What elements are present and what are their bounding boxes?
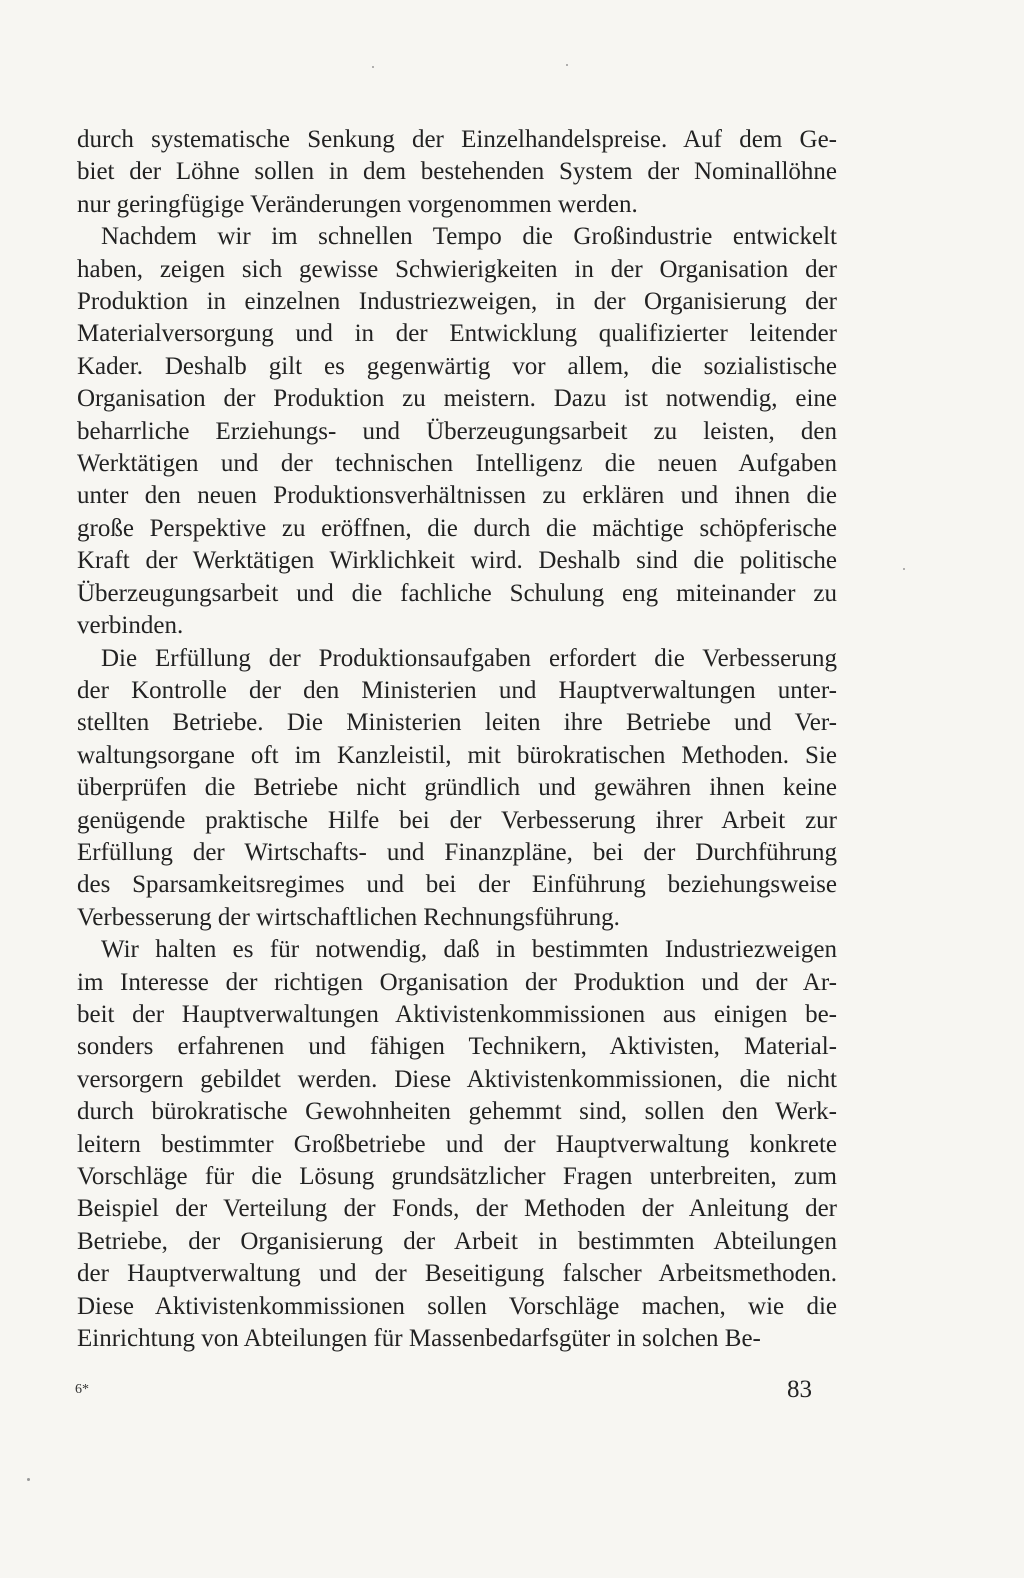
text-line: Kader. Deshalb gilt es gegenwärtig vor allem, die sozialistische [77, 352, 837, 380]
paragraph [77, 643, 837, 935]
text-line: große Perspektive zu eröffnen, die durch die mächtige schöpferische [77, 514, 837, 542]
text-line: der Kontrolle der den Ministerien und Hauptverwaltungen unter- [77, 676, 837, 704]
text-line: Überzeugungsarbeit und die fachliche Schulung eng miteinander zu [77, 579, 837, 607]
page-number: 83 [787, 1376, 812, 1403]
text-line: Die Erfüllung der Produktionsaufgaben erfordert die Verbesserung [101, 644, 837, 672]
text-line: Einrichtung von Abteilungen für Massenbedarfsgüter in solchen Be- [77, 1325, 761, 1353]
text-line: verbinden. [77, 612, 184, 640]
text-line: stellten Betriebe. Die Ministerien leiten ihre Betriebe und Ver- [77, 709, 837, 737]
text-line: des Sparsamkeitsregimes und bei der Einführung beziehungsweise [77, 871, 837, 899]
text-line: Wir halten es für notwendig, daß in bestimmten Industriezweigen [101, 936, 837, 964]
speck-mark [27, 1478, 30, 1481]
text-line: durch systematische Senkung der Einzelhandelspreise. Auf dem Ge- [77, 126, 837, 153]
text-line: überprüfen die Betriebe nicht gründlich und gewähren ihnen keine [77, 774, 837, 802]
text-line: biet der Löhne sollen in dem bestehenden System der Nominallöhne [77, 158, 837, 186]
text-line: Werktätigen und der technischen Intelligenz die neuen Aufgaben [77, 450, 837, 478]
paragraph [77, 934, 837, 1355]
speck-mark [566, 64, 568, 66]
text-line: unter den neuen Produktionsverhältnissen zu erklären und ihnen die [77, 482, 837, 510]
paragraph [77, 124, 837, 221]
text-line: Diese Aktivistenkommissionen sollen Vorschläge machen, wie die [77, 1292, 837, 1320]
text-line: waltungsorgane oft im Kanzleistil, mit bürokratischen Methoden. Sie [77, 741, 837, 769]
text-line: der Hauptverwaltung und der Beseitigung falscher Arbeitsmethoden. [77, 1260, 837, 1288]
text-line: Vorschläge für die Lösung grundsätzlicher Fragen unterbreiten, zum [77, 1163, 837, 1190]
text-line: Betriebe, der Organisierung der Arbeit in bestimmten Abteilungen [77, 1227, 837, 1255]
text-line: beit der Hauptverwaltungen Aktivistenkommissionen aus einigen be- [77, 1000, 837, 1028]
text-line: haben, zeigen sich gewisse Schwierigkeiten in der Organisation der [77, 255, 837, 283]
text-line: versorgern gebildet werden. Diese Aktivistenkommissionen, die nicht [77, 1065, 837, 1093]
text-line: Produktion in einzelnen Industriezweigen, in der Organisierung der [77, 288, 837, 316]
text-line: Nachdem wir im schnellen Tempo die Großindustrie entwickelt [101, 223, 837, 251]
text-line: Verbesserung der wirtschaftlichen Rechnungsführung. [77, 903, 620, 931]
speck-mark [372, 66, 374, 68]
text-line: sonders erfahrenen und fähigen Technikern, Aktivisten, Material- [77, 1033, 837, 1061]
paragraph [77, 221, 837, 642]
text-line: Beispiel der Verteilung der Fonds, der Methoden der Anleitung der [77, 1195, 837, 1223]
text-line: genügende praktische Hilfe bei der Verbesserung ihrer Arbeit zur [77, 806, 837, 834]
signature-mark: 6* [75, 1382, 89, 1397]
text-line: leitern bestimmter Großbetriebe und der Hauptverwaltung konkrete [77, 1130, 837, 1158]
text-line: beharrliche Erziehungs- und Überzeugungsarbeit zu leisten, den [77, 417, 837, 445]
text-line: Materialversorgung und in der Entwicklung qualifizierter leitender [77, 320, 837, 348]
text-line: Organisation der Produktion zu meistern. Dazu ist notwendig, eine [77, 385, 837, 413]
speck-mark [903, 568, 905, 570]
text-line: nur geringfügige Veränderungen vorgenommen werden. [77, 190, 638, 218]
body-text [77, 124, 837, 1355]
text-line: im Interesse der richtigen Organisation der Produktion und der Ar- [77, 968, 837, 996]
text-line: Erfüllung der Wirtschafts- und Finanzpläne, bei der Durchführung [77, 838, 837, 866]
text-line: Kraft der Werktätigen Wirklichkeit wird. Deshalb sind die politische [77, 547, 837, 575]
text-line: durch bürokratische Gewohnheiten gehemmt sind, sollen den Werk- [77, 1098, 837, 1126]
